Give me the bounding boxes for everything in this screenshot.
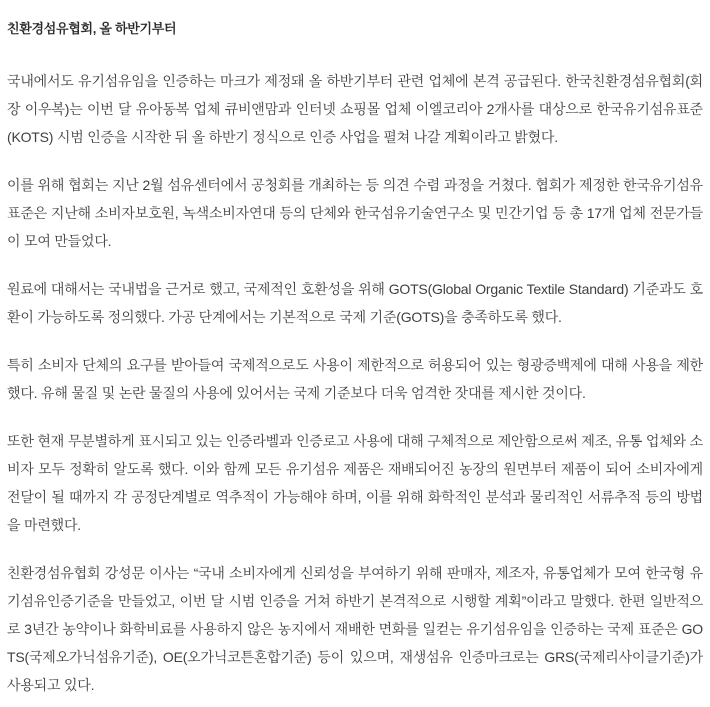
paragraph-3: 원료에 대해서는 국내법을 근거로 했고, 국제적인 호환성을 위해 GOTS(Global Organic Textile Standard) 기준과도 호환이 가능하도록 정의했다. 가공 단계에서는 기본적으로 국제 기준(GOTS)을 충족하도록 했다. [7,281,703,325]
paragraph-6: 친환경섬유협회 강성문 이사는 “국내 소비자에게 신뢰성을 부여하기 위해 판매자, 제조자, 유통업체가 모여 한국형 유기섬유인증기준을 만들었고, 이번 달 시범 인증을 거쳐 하반기 본격적으로 시행할 계획”이라고 말했다. 한편 일반적으로 3년간 농약이나 화학비료를 사용하지 않은 농지에서 재배한 면화를 일컫는 유기섬유임을 인증하는 국제 표준은 GOTS(국제오가닉섬유기준), OE(오가닉코튼혼합기준) 등이 있으며, 재생섬유 인증마크로는 GRS(국제리사이클기준)가 사용되고 있다. [7,565,703,693]
paragraph-2: 이를 위해 협회는 지난 2월 섬유센터에서 공청회를 개최하는 등 의견 수렴 과정을 거쳤다. 협회가 제정한 한국유기섬유표준은 지난해 소비자보호원, 녹색소비자연대 등의 단체와 한국섬유기술연구소 및 민간기업 등 총 17개 업체 전문가들이 모여 만들었다. [7,177,703,249]
article-body [7,67,703,699]
paragraph-4: 특히 소비자 단체의 요구를 받아들여 국제적으로도 사용이 제한적으로 허용되어 있는 형광증백제에 대해 사용을 제한했다. 유해 물질 및 논란 물질의 사용에 있어서는 국제 기준보다 더욱 엄격한 잣대를 제시한 것이다. [7,357,703,401]
paragraph-1: 국내에서도 유기섬유임을 인증하는 마크가 제정돼 올 하반기부터 관련 업체에 본격 공급된다. 한국친환경섬유협회(회장 이우복)는 이번 달 유아동복 업체 큐비앤맘과 인터넷 쇼핑몰 업체 이엘코리아 2개사를 대상으로 한국유기섬유표준(KOTS) 시범 인증을 시작한 뒤 올 하반기 정식으로 인증 사업을 펼쳐 나갈 계획이라고 밝혔다. [7,73,703,145]
article-title: 친환경섬유협회, 올 하반기부터 [7,21,177,36]
paragraph-5: 또한 현재 무분별하게 표시되고 있는 인증라벨과 인증로고 사용에 대해 구체적으로 제안함으로써 제조, 유통 업체와 소비자 모두 정확히 알도록 했다. 이와 함께 모든 유기섬유 제품은 재배되어진 농장의 원면부터 제품이 되어 소비자에게 전달이 될 때까지 각 공정단계별로 역추적이 가능해야 하며, 이를 위해 화학적인 분석과 물리적인 서류추적 등의 방법을 마련했다. [7,433,703,533]
